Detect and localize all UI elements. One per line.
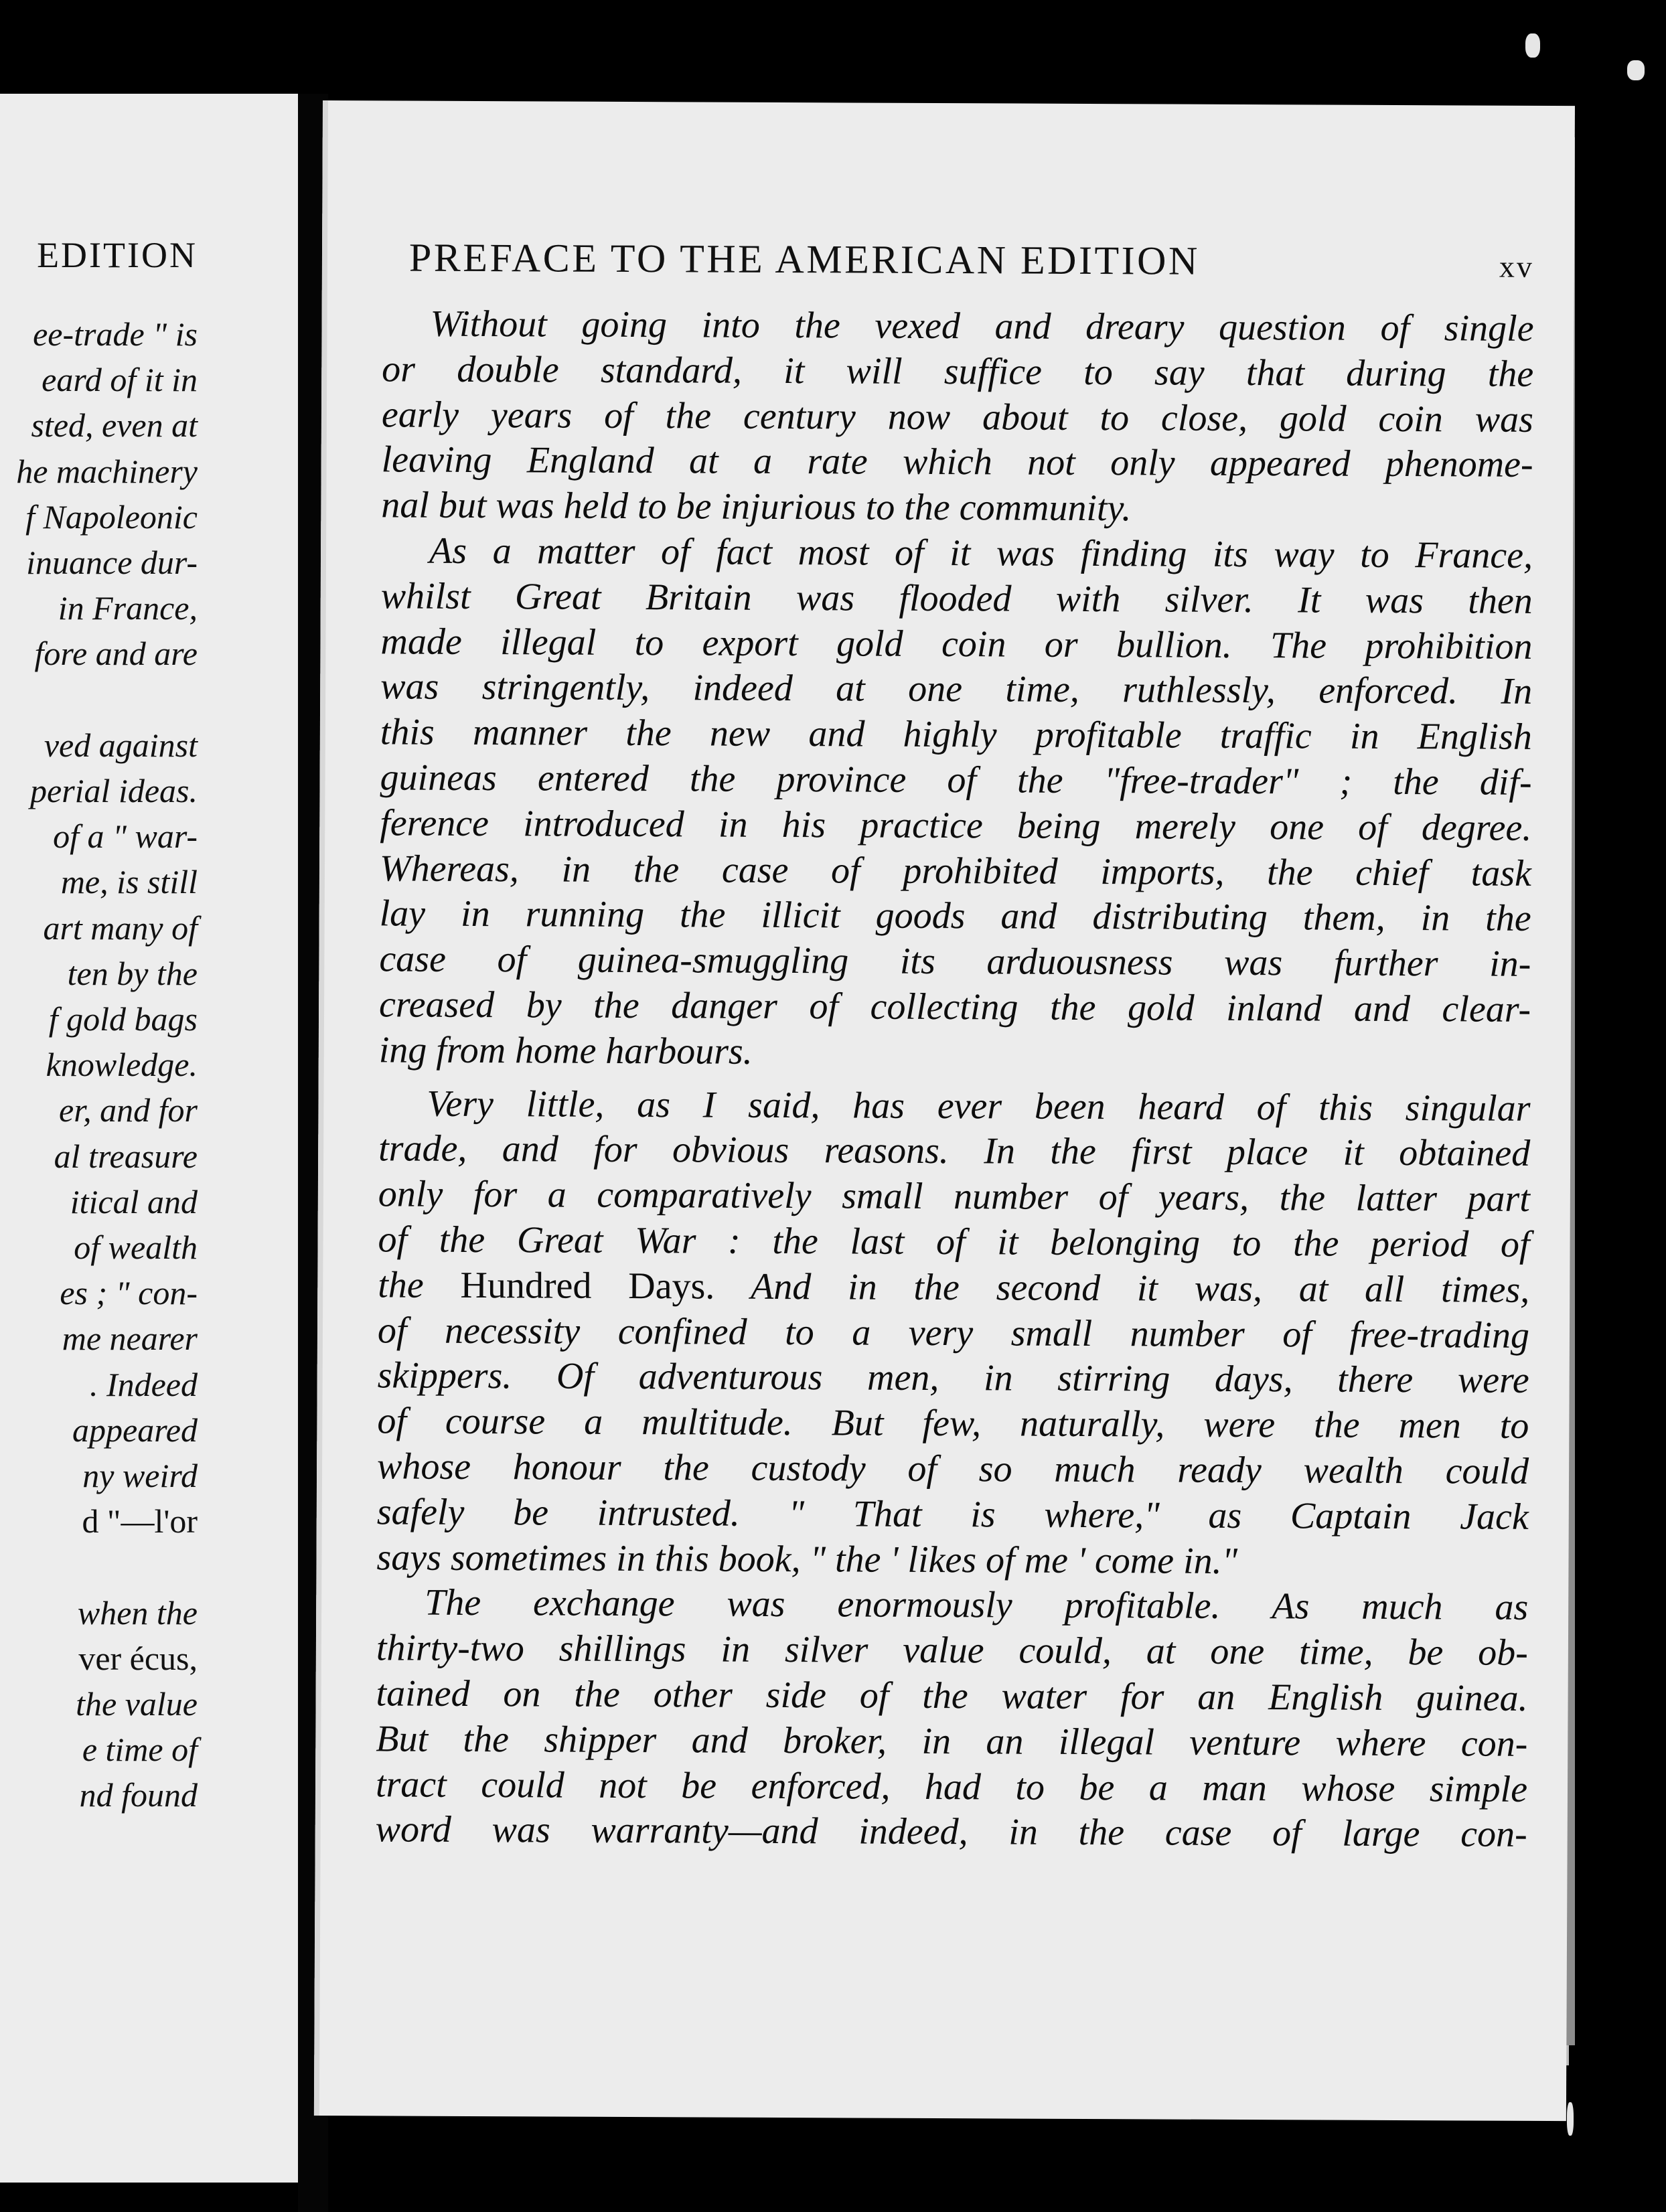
left-text-line: me, is still xyxy=(60,863,198,901)
text-line: early years of the century now about to close, gold coin was xyxy=(381,393,1534,441)
left-text-line: ny weird xyxy=(82,1457,198,1494)
text-line: ference introduced in his practice being merely one of degree. xyxy=(380,802,1532,849)
text-line: of necessity confined to a very small number of free-trading xyxy=(377,1309,1530,1356)
left-text-line: d "—l'or xyxy=(82,1502,198,1540)
text-line mixed-style-line xyxy=(378,1263,1529,1313)
text-line: lay in running the illicit goods and distributing them, in the xyxy=(379,892,1531,940)
text-line: was stringently, indeed at one time, ruthlessly, enforced. In xyxy=(380,665,1533,713)
paragraph xyxy=(379,528,1533,1078)
left-text-line: eard of it in xyxy=(42,361,198,399)
scan-speck xyxy=(1627,60,1645,80)
text-line: tract could not be enforced, had to be a man whose simple xyxy=(375,1763,1528,1810)
left-text-line: inuance dur- xyxy=(26,544,198,581)
right-page xyxy=(314,100,1575,2121)
text-line: Whereas, in the case of prohibited imports, the chief task xyxy=(379,847,1532,894)
text-line: made illegal to export gold coin or bullion. The prohibition xyxy=(380,620,1533,667)
text-line: The exchange was enormously profitable. As much as xyxy=(425,1581,1529,1629)
left-text-line: of a " war- xyxy=(53,817,198,856)
left-text-line: perial ideas. xyxy=(30,772,198,809)
left-text-line: me nearer xyxy=(62,1320,198,1358)
paragraph xyxy=(376,1081,1530,1585)
left-text-line: he machinery xyxy=(16,452,198,490)
body-text xyxy=(376,301,1534,1858)
left-text-line: ver écus, xyxy=(78,1639,198,1677)
left-text-line: the value xyxy=(76,1685,198,1723)
left-text-line: when the xyxy=(77,1593,198,1632)
text-line: skippers. Of adventurous men, in stirring days, there were xyxy=(377,1354,1529,1402)
text-line: whilst Great Britain was flooded with silver. It was then xyxy=(380,575,1533,622)
text-line: But the shipper and broker, in an illegal venture where con- xyxy=(376,1718,1528,1765)
left-text-line: . Indeed xyxy=(89,1365,198,1403)
left-text-line: art many of xyxy=(43,908,198,947)
left-text-line: al treasure xyxy=(54,1137,198,1175)
text-line: tained on the other side of the water for an English guinea. xyxy=(376,1672,1528,1719)
text-line: trade, and for obvious reasons. In the first place it obtained xyxy=(378,1127,1531,1175)
left-text-line: er, and for xyxy=(59,1091,198,1129)
left-text-line: in France, xyxy=(58,589,198,627)
text-line: creased by the danger of collecting the gold inland and clear- xyxy=(378,983,1531,1030)
left-text-line: sted, even at xyxy=(31,406,198,445)
text-line: leaving England at a rate which not only appeared phenome- xyxy=(381,439,1533,486)
left-text-line: ten by the xyxy=(67,954,198,992)
text-fragment: And in the second it was, at all times, xyxy=(750,1265,1530,1311)
left-text-line: ee-trade " is xyxy=(33,315,198,353)
left-text-line: itical and xyxy=(70,1182,198,1220)
left-text-line: f gold bags xyxy=(48,1000,198,1038)
scan-speck xyxy=(1525,33,1540,58)
page-number: xv xyxy=(1499,249,1535,284)
text-line: word was warranty—and indeed, in the case of large con- xyxy=(375,1808,1527,1856)
paragraph xyxy=(376,1581,1529,1858)
text-line: says sometimes in this book, " the ' likes of me ' come in." xyxy=(376,1536,1238,1582)
left-text-line: of wealth xyxy=(74,1229,198,1266)
running-title: PREFACE TO THE AMERICAN EDITION xyxy=(408,235,1200,283)
left-running-head: EDITION xyxy=(37,235,198,275)
running-head xyxy=(409,235,1534,293)
text-line: or double standard, it will suffice to say that during the xyxy=(382,348,1534,395)
text-line: guineas entered the province of the "free-trader" ; the dif- xyxy=(380,757,1532,803)
text-line: As a matter of fact most of it was finding its way to France, xyxy=(429,530,1533,576)
text-line: ing from home harbours. xyxy=(378,1029,753,1073)
left-page xyxy=(0,94,298,2183)
left-text-line: ved against xyxy=(44,726,198,764)
left-text-line: appeared xyxy=(72,1411,198,1449)
text-line: thirty-two shillings in silver value could, at one time, be ob- xyxy=(376,1627,1529,1674)
left-text-line: f Napoleonic xyxy=(25,497,198,536)
text-fragment: the xyxy=(378,1264,424,1306)
left-text-line: nd found xyxy=(79,1776,198,1814)
text-line: Very little, as I said, has ever been heard of this singular xyxy=(427,1083,1531,1129)
left-text-line: es ; " con- xyxy=(60,1274,198,1312)
left-text-line: fore and are xyxy=(34,635,198,673)
left-text-line: knowledge. xyxy=(46,1046,198,1084)
text-line: of the Great War : the last of it belonging to the period of xyxy=(378,1218,1530,1265)
left-text-line: e time of xyxy=(82,1731,198,1769)
text-line: whose honour the custody of so much ready wealth could xyxy=(376,1445,1529,1492)
roman-text-fragment: Hundred Days. xyxy=(460,1264,715,1308)
text-line: nal but was held to be injurious to the community. xyxy=(381,484,1132,530)
scan-speck xyxy=(1567,2102,1574,2136)
text-line: only for a comparatively small number of years, the latter part xyxy=(378,1173,1530,1220)
text-line: this manner the new and highly profitable traffic in English xyxy=(380,711,1533,759)
text-line: safely be intrusted. " That is where," as Captain Jack xyxy=(376,1491,1529,1538)
text-line: case of guinea-smuggling its arduousness was further in- xyxy=(379,938,1531,985)
text-line: of course a multitude. But few, naturally, were the men to xyxy=(377,1400,1529,1447)
text-line: Without going into the vexed and dreary question of single xyxy=(430,303,1534,349)
paragraph xyxy=(381,301,1533,533)
